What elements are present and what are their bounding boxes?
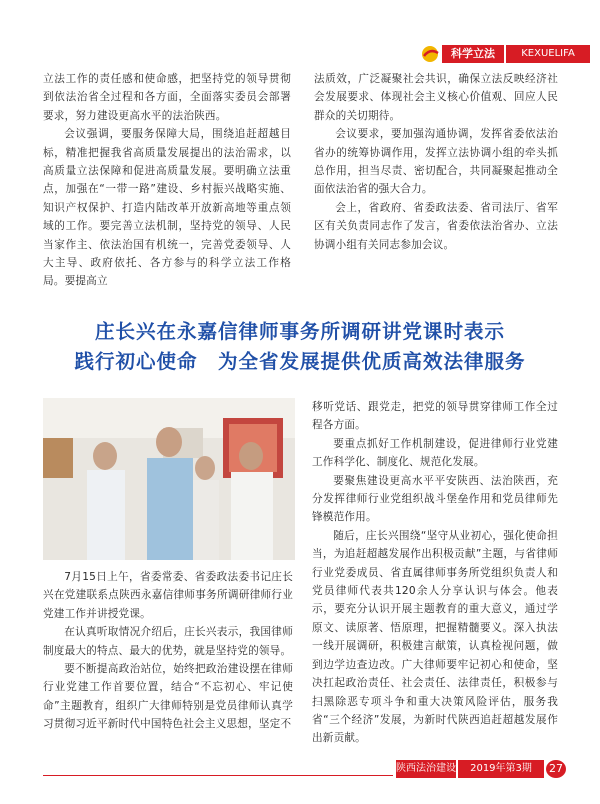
paragraph: 在认真听取情况介绍后，庄长兴表示，我国律师制度最大的特点、最大的优势，就是坚持党的领导。: [43, 626, 293, 657]
page-header: [420, 44, 590, 64]
section-label: 科学立法: [442, 45, 504, 63]
paragraph: 立法工作的责任感和使命感，把坚持党的领导贯彻到依法治省全过程和各方面，全面落实委员会部署要求，努力建设更高水平的法治陕西。: [43, 73, 291, 122]
bottom-left-column: [43, 568, 293, 734]
page-number: 27: [546, 760, 566, 778]
paragraph: 法质效，广泛凝聚社会共识，确保立法反映经济社会发展要求、体现社会主义核心价值观、回应人民群众的关切期待。: [314, 73, 558, 122]
bottom-right-column: [312, 398, 558, 748]
article-headline-line2: 践行初心使命 为全省发展提供优质高效法律服务: [74, 350, 526, 373]
page-footer: [396, 760, 566, 778]
footer-rule: [43, 775, 393, 776]
paragraph: 7月15日上午，省委常委、省委政法委书记庄长兴在党建联系点陕西永嘉信律师事务所调研律师行业党建工作并讲授党课。: [43, 571, 293, 620]
paragraph: 会上，省政府、省委政法委、省司法厅、省军区有关负责同志作了发言，省委依法治省办、立法协调小组有关同志参加会议。: [314, 201, 558, 251]
paragraph: 会议要求，要加强沟通协调，发挥省委依法治省办的统筹协调作用，发挥立法协调小组的牵头抓总作用，担当尽责、密切配合，共同凝聚起推动全面依法治省的强大合力。: [314, 128, 558, 196]
article-headline-line1: 庄长兴在永嘉信律师事务所调研讲党课时表示: [94, 320, 505, 343]
article-photo: [43, 398, 295, 560]
top-left-column: [43, 70, 291, 291]
paragraph: 会议强调，要服务保障大局，围绕追赶超越目标，精准把握我省高质量发展提出的法治需求，以高质量立法保障和促进高质量发展。要明确立法重点，加强在“一带一路”建设、乡村振兴战略实施、知识产权保护、打造内陆改革开放新高地等重点领域的工作。要完善立法机制，坚持党的领导、人民当家作主、依法治国有机统一，完善党委领导、人大主导、政府依托、各方参与的科学立法工作格局。要提高立: [43, 128, 291, 288]
issue-label: 2019年第3期: [458, 760, 544, 778]
magazine-logo-icon: [420, 44, 442, 64]
paragraph: 要聚焦建设更高水平平安陕西、法治陕西，充分发挥律师行业党组织战斗堡垒作用和党员律师先锋模范作用。: [312, 474, 558, 524]
magazine-name: 陕西法治建设: [396, 760, 456, 778]
paragraph: 移听党话、跟党走，把党的领导贯穿律师工作全过程各方面。: [312, 401, 558, 432]
paragraph: 要不断提高政治站位，始终把政治建设摆在律师行业党建工作首要位置，结合“不忘初心、牢记使命”主题教育，组织广大律师特别是党员律师认真学习贯彻习近平新时代中国特色社会主义思想，坚定不: [43, 663, 293, 731]
paragraph: 随后，庄长兴围绕“坚守从业初心，强化使命担当，为追赶超越发展作出积极贡献”主题，与省律师行业党委成员、省直属律师事务所党组织负责人和党员律师代表共120余人分享认识与体会。他表示，要充分认识开展主题教育的重大意义，通过学原文、读原著、悟原理，把握精髓要义。深入执法一线开展调研，积极建言献策，认真检视问题，做到边学边查边改。广大律师要牢记初心和使命，坚决扛起政治责任、社会责任、法律责任，积极参与扫黑除恶专项斗争和重大决策风险评估，服务我省“三个经济”发展，为新时代陕西追赶超越发展作出新贡献。: [312, 529, 558, 745]
section-label-en: KEXUELIFA: [506, 45, 590, 63]
paragraph: 要重点抓好工作机制建设，促进律师行业党建工作科学化、制度化、规范化发展。: [312, 437, 558, 469]
top-right-column: [314, 70, 558, 254]
photo-illustration: [43, 398, 295, 560]
